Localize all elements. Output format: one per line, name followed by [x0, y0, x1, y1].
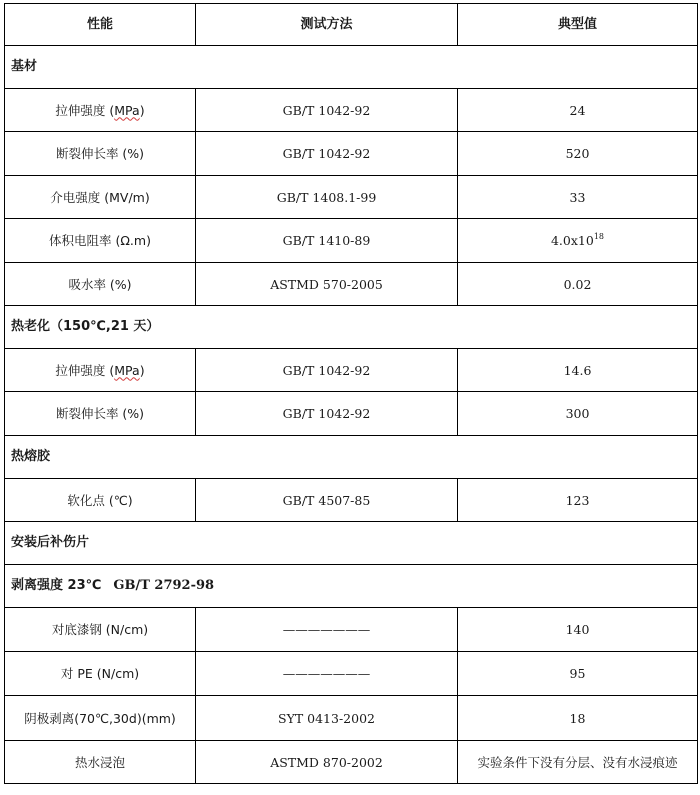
test-method: GB/T 1410-89 — [196, 219, 458, 263]
property-name: 介电强度 (MV/m) — [5, 176, 196, 219]
section-title: 热熔胶 — [5, 436, 698, 479]
table-row — [5, 392, 698, 436]
header-value: 典型值 — [458, 4, 698, 46]
unit-text: MPa — [114, 102, 140, 118]
test-method: SYT 0413-2002 — [196, 696, 458, 741]
test-method: GB/T 1042-92 — [196, 349, 458, 392]
table-row — [5, 132, 698, 176]
typical-value: 140 — [458, 608, 698, 652]
property-name: 对 PE (N/cm) — [5, 652, 196, 696]
section-title: 安装后补伤片 — [5, 522, 698, 565]
property-name: 拉伸强度 (MPa) — [5, 89, 196, 132]
test-method: GB/T 1042-92 — [196, 132, 458, 176]
table-row — [5, 219, 698, 263]
typical-value: 0.02 — [458, 263, 698, 306]
typical-value: 123 — [458, 479, 698, 522]
typical-value: 95 — [458, 652, 698, 696]
table-row — [5, 696, 698, 741]
section-row-substrate — [5, 46, 698, 89]
section-row-aging — [5, 306, 698, 349]
typical-value: 实验条件下没有分层、没有水浸痕迹 — [458, 741, 698, 784]
section-title: 剥离强度 23℃ GB/T 2792-98 — [5, 565, 698, 608]
test-method: ASTMD 870-2002 — [196, 741, 458, 784]
property-name: 断裂伸长率 (%) — [5, 132, 196, 176]
test-method: GB/T 1408.1-99 — [196, 176, 458, 219]
test-method: GB/T 1042-92 — [196, 392, 458, 436]
typical-value: 14.6 — [458, 349, 698, 392]
section-row-peel — [5, 565, 698, 608]
test-method: GB/T 1042-92 — [196, 89, 458, 132]
section-row-hotmelt — [5, 436, 698, 479]
table-row — [5, 652, 698, 696]
property-name: 断裂伸长率 (%) — [5, 392, 196, 436]
property-name: 阴极剥离(70℃,30d)(mm) — [5, 696, 196, 741]
property-name: 吸水率 (%) — [5, 263, 196, 306]
typical-value: 18 — [458, 696, 698, 741]
property-name: 拉伸强度 (MPa) — [5, 349, 196, 392]
table-row — [5, 349, 698, 392]
section-method: GB/T 2792-98 — [113, 578, 215, 594]
typical-value: 24 — [458, 89, 698, 132]
property-name: 对底漆钢 (N/cm) — [5, 608, 196, 652]
table-row — [5, 608, 698, 652]
unit-text: MPa — [114, 362, 140, 378]
test-method: ——————— — [196, 608, 458, 652]
property-name: 软化点 (℃) — [5, 479, 196, 522]
typical-value: 520 — [458, 132, 698, 176]
header-property: 性能 — [5, 4, 196, 46]
section-title: 基材 — [5, 46, 698, 89]
table-header-row — [5, 4, 698, 46]
exponent: 18 — [593, 232, 605, 241]
table-row — [5, 741, 698, 784]
header-method: 测试方法 — [196, 4, 458, 46]
typical-value: 33 — [458, 176, 698, 219]
table-row — [5, 176, 698, 219]
test-method: ——————— — [196, 652, 458, 696]
property-name: 体积电阻率 (Ω.m) — [5, 219, 196, 263]
properties-table — [4, 3, 698, 784]
property-name: 热水浸泡 — [5, 741, 196, 784]
table-row — [5, 263, 698, 306]
typical-value: 300 — [458, 392, 698, 436]
section-title: 热老化（150℃,21 天） — [5, 306, 698, 349]
section-row-patch — [5, 522, 698, 565]
test-method: ASTMD 570-2005 — [196, 263, 458, 306]
typical-value: $4.0x10^{18}$ — [458, 219, 698, 263]
test-method: GB/T 4507-85 — [196, 479, 458, 522]
table-row — [5, 479, 698, 522]
table-row — [5, 89, 698, 132]
